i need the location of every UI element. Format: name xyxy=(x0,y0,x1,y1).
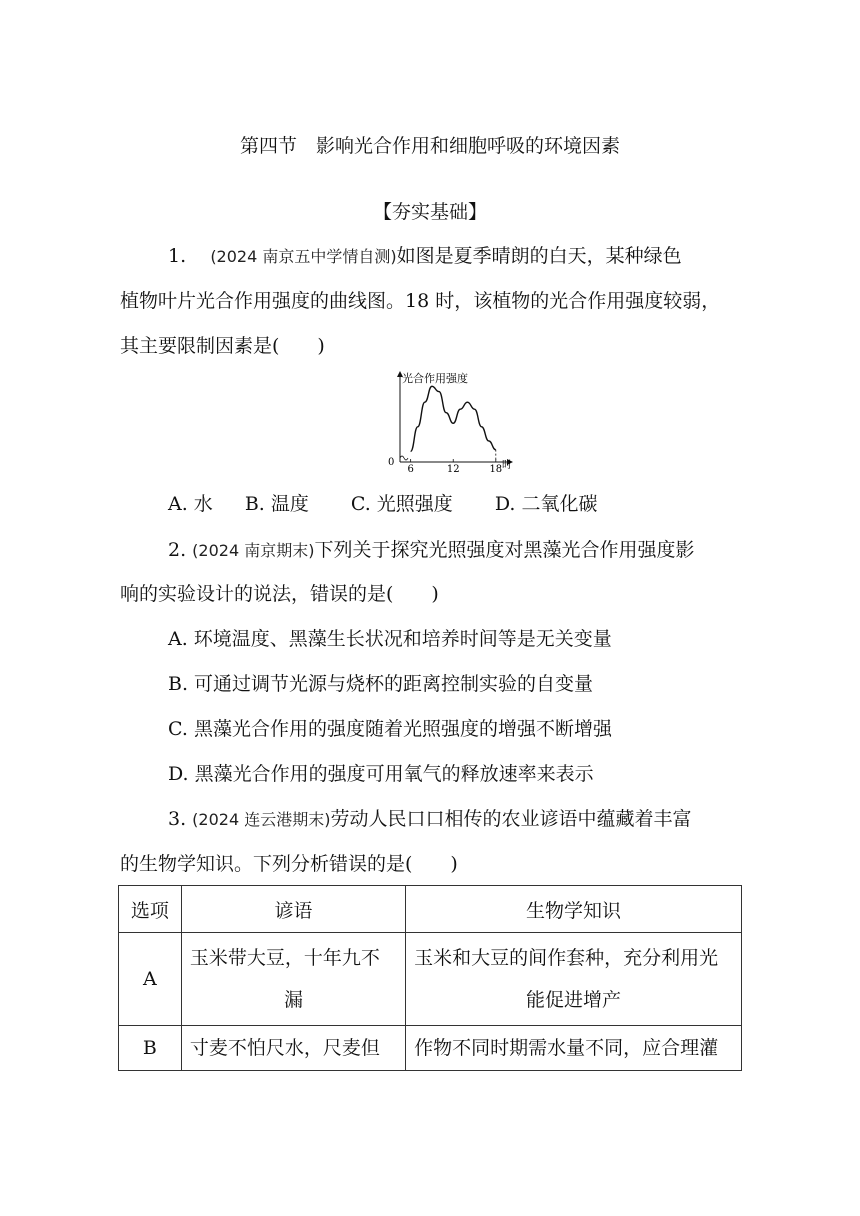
x-axis-label: 时 xyxy=(502,460,512,471)
proverb-line: 漏 xyxy=(283,989,303,1011)
proverb-line: 玉米带大豆，十年九不 xyxy=(189,947,380,969)
option-d[interactable]: D. 二氧化碳 xyxy=(494,493,598,515)
question-number: 3. xyxy=(168,808,193,830)
question-number: 2. xyxy=(168,539,193,561)
knowledge-line: 能促进增产 xyxy=(526,989,622,1011)
table-row xyxy=(119,933,742,1026)
page-title: 第四节 影响光合作用和细胞呼吸的环境因素 xyxy=(239,135,620,157)
row-option: B xyxy=(119,1026,182,1071)
question-2-option-d[interactable]: D. 黑藻光合作用的强度可用氧气的释放速率来表示 xyxy=(168,763,594,785)
question-text: 下列关于探究光照强度对黑藻光合作用强度影 xyxy=(314,539,695,561)
question-2-option-a[interactable]: A. 环境温度、黑藻生长状况和培养时间等是无关变量 xyxy=(168,628,612,650)
question-1-options xyxy=(168,492,597,516)
question-1-line-2: 植物叶片光合作用强度的曲线图。18 时，该植物的光合作用强度较弱， xyxy=(120,290,721,312)
x-tick-label: 18 xyxy=(489,464,503,472)
option-a[interactable]: A. 水 xyxy=(168,493,213,515)
section-subheading: 【夯实基础】 xyxy=(372,201,487,223)
option-b[interactable]: B. 温度 xyxy=(244,493,309,515)
question-number: 1. xyxy=(168,245,187,267)
knowledge-line: 作物不同时期需水量不同，应合理灌 xyxy=(414,1037,719,1059)
proverb-line: 寸麦不怕尺水，尺麦但 xyxy=(189,1037,380,1059)
question-text: 如图是夏季晴朗的白天，某种绿色 xyxy=(396,245,682,267)
row-proverb xyxy=(181,1026,405,1071)
question-2-option-c[interactable]: C. 黑藻光合作用的强度随着光照强度的增强不断增强 xyxy=(168,718,612,740)
table-row xyxy=(119,1026,742,1071)
photosynthesis-chart xyxy=(380,368,520,472)
header-option: 选项 xyxy=(119,886,182,933)
question-1-line-3: 其主要限制因素是( ) xyxy=(120,335,325,357)
header-proverb: 谚语 xyxy=(181,886,405,933)
question-2-line-2: 响的实验设计的说法，错误的是( ) xyxy=(120,583,439,605)
photosynthesis-curve xyxy=(411,386,496,451)
question-source: (2024 连云港期末) xyxy=(192,810,331,829)
proverb-table xyxy=(118,885,742,1071)
row-proverb xyxy=(181,933,405,1026)
header-knowledge: 生物学知识 xyxy=(406,886,742,933)
row-knowledge xyxy=(406,933,742,1026)
row-knowledge xyxy=(406,1026,742,1071)
x-tick-label: 12 xyxy=(446,464,460,472)
question-source: (2024 南京期末) xyxy=(192,541,315,560)
question-1-line-1 xyxy=(168,244,682,269)
question-source: (2024 南京五中学情自测) xyxy=(210,247,397,266)
question-3-line-1 xyxy=(168,807,691,832)
axis-break xyxy=(400,456,408,460)
row-option: A xyxy=(119,933,182,1026)
question-3-line-2: 的生物学知识。下列分析错误的是( ) xyxy=(120,853,458,875)
knowledge-line: 玉米和大豆的间作套种，充分利用光 xyxy=(414,947,719,969)
question-text: 劳动人民口口相传的农业谚语中蕴藏着丰富 xyxy=(330,808,692,830)
x-tick-label: 6 xyxy=(407,464,414,472)
origin-label: 0 xyxy=(388,457,395,468)
chart-y-label: 光合作用强度 xyxy=(402,372,468,385)
table-header-row xyxy=(119,886,742,933)
question-2-line-1 xyxy=(168,538,694,563)
question-2-option-b[interactable]: B. 可通过调节光源与烧杯的距离控制实验的自变量 xyxy=(168,673,594,695)
option-c[interactable]: C. 光照强度 xyxy=(350,493,453,515)
